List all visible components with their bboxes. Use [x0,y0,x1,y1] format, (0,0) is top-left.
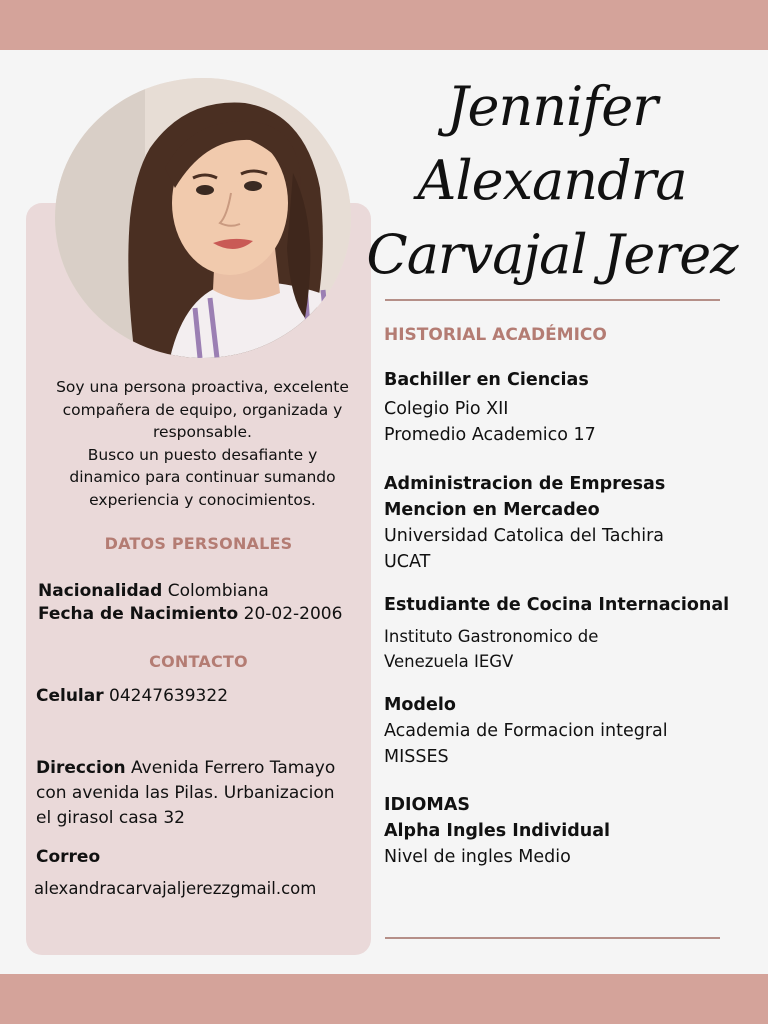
academic-item-title: Estudiante de Cocina Internacional [384,595,730,615]
address-line: el girasol casa 32 [36,808,185,828]
email-value: alexandracarvajaljerezzgmail.com [34,879,317,898]
birth-date-label: Fecha de Nacimiento [38,604,239,624]
about-line: compañera de equipo, organizada y [62,400,343,419]
divider-top [385,299,720,301]
academic-item-line: Instituto Gastronomico de [384,627,599,646]
languages-level: Nivel de ingles Medio [384,847,571,867]
name-line-1: Jennifer Alexandra [417,75,687,212]
top-band [0,0,768,50]
phone-label: Celular [36,686,104,706]
phone [36,684,228,709]
academic-item-line: Venezuela IEGV [384,652,514,671]
academic-item-line: Promedio Academico 17 [384,425,596,445]
academic-item-line: MISSES [384,747,449,767]
academic-item [384,692,668,770]
phone-value: 04247639322 [109,686,229,706]
address-line: con avenida las Pilas. Urbanizacion [36,783,335,803]
profile-photo [55,78,351,358]
about-line: Busco un puesto desafiante y [87,445,318,464]
full-name [362,70,742,292]
academic-item [384,367,596,448]
languages-title: IDIOMAS [384,795,470,815]
academic-history-title: HISTORIAL ACADÉMICO [384,325,607,345]
academic-item-line: Colegio Pio XII [384,399,509,419]
name-line-2: Carvajal Jerez [366,223,738,286]
about-line: dinamico para continuar sumando [69,468,336,486]
languages-course: Alpha Ingles Individual [384,821,610,841]
nationality [38,579,269,604]
academic-item-title: Modelo [384,695,456,715]
academic-item-line: UCAT [384,552,431,572]
personal-data-title: DATOS PERSONALES [104,534,293,553]
academic-item-title: Bachiller en Ciencias [384,370,589,390]
about-line: experiencia y conocimientos. [89,490,316,509]
languages [384,792,610,870]
birth-date [38,602,342,627]
academic-item-line: Academia de Formacion integral [384,721,668,741]
academic-item-title: Mencion en Mercadeo [384,500,600,520]
about-line: responsable. [153,423,252,441]
contact-title: CONTACTO [149,652,248,671]
nationality-label: Nacionalidad [38,581,163,601]
email-label: Correo [36,847,101,867]
academic-item-line: Universidad Catolica del Tachira [384,526,665,546]
bottom-band [0,974,768,1024]
academic-item-title: Administracion de Empresas [384,474,666,494]
academic-item [384,471,665,575]
birth-date-value: 20-02-2006 [243,604,343,624]
nationality-value: Colombiana [167,581,269,601]
about-line: Soy una persona proactiva, excelente [56,378,349,396]
address-line: Avenida Ferrero Tamayo [131,758,336,778]
address-label: Direccion [36,758,126,778]
academic-item [384,592,729,674]
divider-bottom [385,937,720,939]
about-text [34,376,371,511]
address [36,756,371,831]
